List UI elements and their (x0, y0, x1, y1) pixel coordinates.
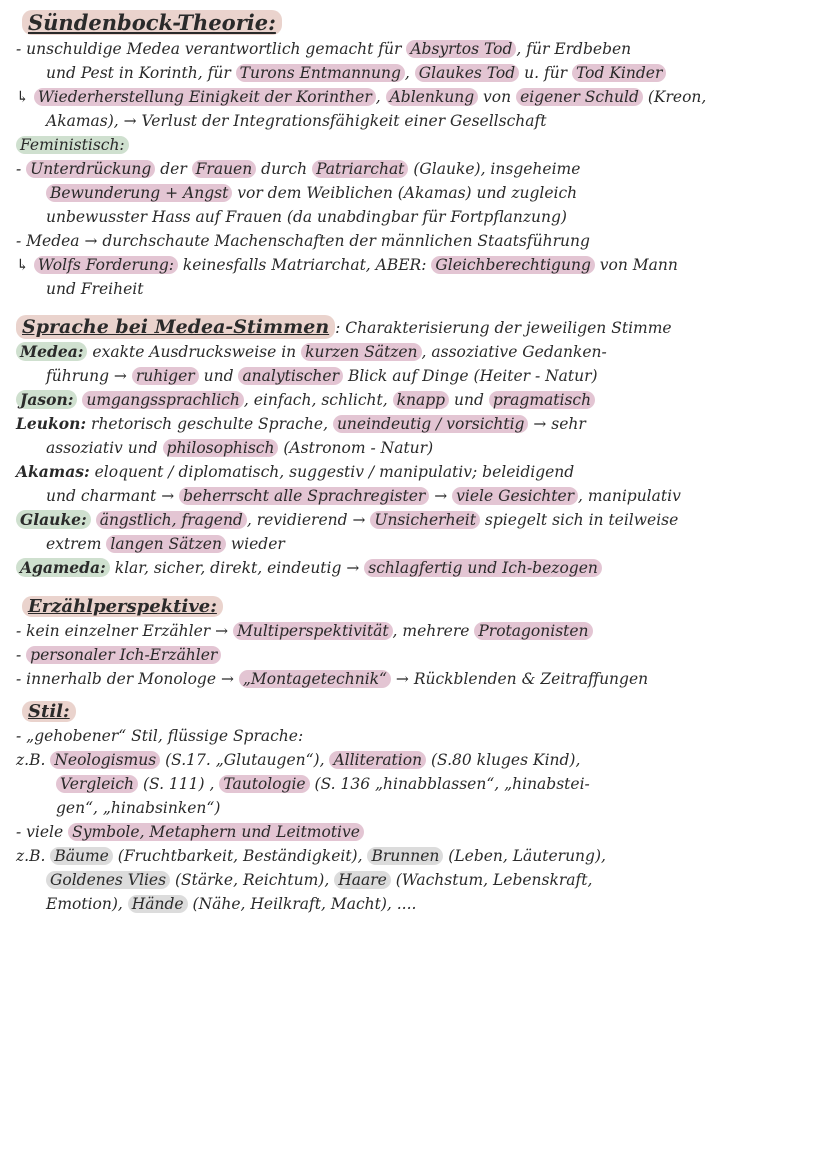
text: exakte Ausdrucksweise in (87, 343, 302, 361)
text (91, 511, 96, 529)
highlight: ruhiger (132, 367, 199, 385)
text: assoziativ und (46, 439, 163, 457)
note-line (16, 181, 812, 205)
text: z.B. (16, 847, 51, 865)
note-line (16, 37, 812, 61)
highlight: Hände (128, 895, 188, 913)
highlight: Gleichberechtigung (431, 256, 594, 274)
highlight: „Montagetechnik“ (239, 670, 391, 688)
text: vor dem Weiblichen (Akamas) und zugleich (232, 184, 578, 202)
note-line (16, 556, 812, 580)
highlight: Ablenkung (386, 88, 479, 106)
label-leukon: Leukon: (16, 414, 87, 433)
highlight: uneindeutig / vorsichtig (333, 415, 529, 433)
highlight: Tod Kinder (572, 64, 666, 82)
text: (Leben, Läuterung), (443, 847, 606, 865)
heading-stil: Stil: (22, 701, 76, 722)
text: → (429, 487, 453, 505)
note-line (16, 484, 812, 508)
text: , (404, 64, 415, 82)
note-line (16, 460, 812, 484)
text: : Charakterisierung der jeweiligen Stimme (335, 319, 672, 337)
label-akamas: Akamas: (16, 462, 90, 481)
highlight: Unterdrückung (26, 160, 155, 178)
text: u. für (519, 64, 573, 82)
note-line (16, 157, 812, 181)
text: (Stärke, Reichtum), (170, 871, 335, 889)
text: (Nähe, Heilkraft, Macht), .... (187, 895, 417, 913)
text: - (16, 646, 27, 664)
highlight: Wolfs Forderung: (34, 256, 178, 274)
highlight: knapp (393, 391, 449, 409)
note-line (16, 85, 812, 109)
text: , einfach, schlicht, (243, 391, 393, 409)
text: (S.17. „Glutaugen“), (160, 751, 330, 769)
highlight: kurzen Sätzen (301, 343, 421, 361)
text: der (155, 160, 192, 178)
highlight: Vergleich (56, 775, 138, 793)
text: , für Erdbeben (516, 40, 632, 58)
text: Blick auf Dinge (Heiter - Natur) (343, 367, 598, 385)
highlight: Patriarchat (312, 160, 408, 178)
note-line (16, 388, 812, 412)
highlight: ängstlich, fragend (96, 511, 247, 529)
note-line (16, 133, 812, 157)
text: - kein einzelner Erzähler → (16, 622, 233, 640)
highlight: Symbole, Metaphern und Leitmotive (68, 823, 364, 841)
text: und (449, 391, 489, 409)
text: spiegelt sich in teilweise (479, 511, 679, 529)
text: (Wachstum, Lebenskraft, (390, 871, 593, 889)
highlight: personaler Ich-Erzähler (26, 646, 221, 664)
section-suendenbock (16, 8, 812, 301)
note-line (16, 340, 812, 364)
highlight: analytischer (238, 367, 343, 385)
text: z.B. (16, 751, 51, 769)
note-line (16, 643, 812, 667)
note-line (16, 868, 812, 892)
text: - viele (16, 823, 69, 841)
text: keinesfalls Matriarchat, ABER: (177, 256, 432, 274)
highlight: umgangssprachlich (82, 391, 243, 409)
highlight: Glaukes Tod (415, 64, 519, 82)
highlight: Wiederherstellung Einigkeit der Korinther (34, 88, 376, 106)
note-line (16, 412, 812, 436)
highlight: Bewunderung + Angst (46, 184, 232, 202)
note-line (16, 844, 812, 868)
label-feministisch: Feministisch: (16, 136, 129, 154)
text: (S.80 kluges Kind), (426, 751, 581, 769)
highlight: Bäume (50, 847, 113, 865)
highlight: Absyrtos Tod (406, 40, 516, 58)
text: (S. 136 „hinabblassen“, „hinabstei- (309, 775, 590, 793)
text: eloquent / diplomatisch, suggestiv / manipulativ; beleidigend (89, 463, 575, 481)
label-medea: Medea: (16, 342, 87, 361)
note-line: - „gehobener“ Stil, flüssige Sprache: (16, 727, 304, 745)
highlight: Unsicherheit (370, 511, 480, 529)
highlight: pragmatisch (489, 391, 595, 409)
heading-erzaehlperspektive: Erzählperspektive: (22, 596, 223, 617)
highlight: schlagfertig und Ich-bezogen (364, 559, 602, 577)
highlight: Alliteration (329, 751, 426, 769)
note-line: unbewusster Hass auf Frauen (da unabdingbar für Fortpflanzung) (46, 208, 567, 226)
highlight: Neologismus (50, 751, 160, 769)
section-erzaehlperspektive (16, 594, 812, 691)
note-line: Akamas), → Verlust der Integrationsfähigkeit einer Gesellschaft (46, 112, 547, 130)
section-sprache (16, 315, 812, 580)
text: (Kreon, (642, 88, 707, 106)
note-line (16, 61, 812, 85)
highlight: Haare (334, 871, 391, 889)
heading-sprache: Sprache bei Medea-Stimmen (16, 315, 335, 339)
text: und Pest in Korinth, für (46, 64, 236, 82)
text: durch (256, 160, 313, 178)
label-glauke: Glauke: (16, 510, 91, 529)
text: Emotion), (46, 895, 128, 913)
text: von (478, 88, 517, 106)
section-stil (16, 699, 812, 916)
note-line: und Freiheit (46, 280, 144, 298)
highlight: Brunnen (367, 847, 443, 865)
note-line (16, 436, 812, 460)
text: ↳ (16, 256, 34, 274)
note-line (16, 508, 812, 532)
note-line (16, 619, 812, 643)
note-line (16, 253, 812, 277)
highlight: langen Sätzen (106, 535, 226, 553)
highlight: Tautologie (219, 775, 309, 793)
text: extrem (46, 535, 107, 553)
note-line (16, 364, 812, 388)
note-line: - Medea → durchschaute Machenschaften der männlichen Staatsführung (16, 232, 590, 250)
highlight: Protagonisten (474, 622, 592, 640)
text: und (198, 367, 239, 385)
text: → Rückblenden & Zeitraffungen (390, 670, 649, 688)
highlight: Goldenes Vlies (46, 871, 170, 889)
text: ↳ (16, 88, 34, 106)
note-line (16, 748, 812, 772)
note-line (16, 772, 812, 796)
highlight: Turons Entmannung (236, 64, 405, 82)
note-line: gen“, „hinabsinken“) (56, 799, 221, 817)
text: , assoziative Gedanken- (421, 343, 607, 361)
text: führung → (46, 367, 132, 385)
text: , revidierend → (246, 511, 371, 529)
text: , manipulativ (578, 487, 681, 505)
note-line (16, 892, 812, 916)
label-agameda: Agameda: (16, 558, 110, 577)
highlight: beherrscht alle Sprachregister (179, 487, 429, 505)
note-line (16, 315, 812, 340)
text: - innerhalb der Monologe → (16, 670, 239, 688)
highlight: Multiperspektivität (233, 622, 393, 640)
text: und charmant → (46, 487, 180, 505)
highlight: eigener Schuld (516, 88, 643, 106)
heading-suendenbock: Sündenbock-Theorie: (22, 10, 282, 35)
text: (Fruchtbarkeit, Beständigkeit), (112, 847, 368, 865)
text: - unschuldige Medea verantwortlich gemacht für (16, 40, 407, 58)
highlight: viele Gesichter (452, 487, 578, 505)
text: , (375, 88, 386, 106)
text: (Glauke), insgeheime (408, 160, 581, 178)
text: wieder (225, 535, 285, 553)
text: klar, sicher, direkt, eindeutig → (109, 559, 365, 577)
text: - (16, 160, 27, 178)
text: rhetorisch geschulte Sprache, (86, 415, 333, 433)
note-line (16, 532, 812, 556)
highlight: Frauen (192, 160, 257, 178)
text: (S. 111) , (138, 775, 220, 793)
text: (Astronom - Natur) (278, 439, 434, 457)
label-jason: Jason: (16, 390, 77, 409)
note-line (16, 820, 812, 844)
note-line (16, 667, 812, 691)
text: von Mann (594, 256, 678, 274)
text: → sehr (528, 415, 586, 433)
highlight: philosophisch (163, 439, 279, 457)
text: , mehrere (392, 622, 475, 640)
